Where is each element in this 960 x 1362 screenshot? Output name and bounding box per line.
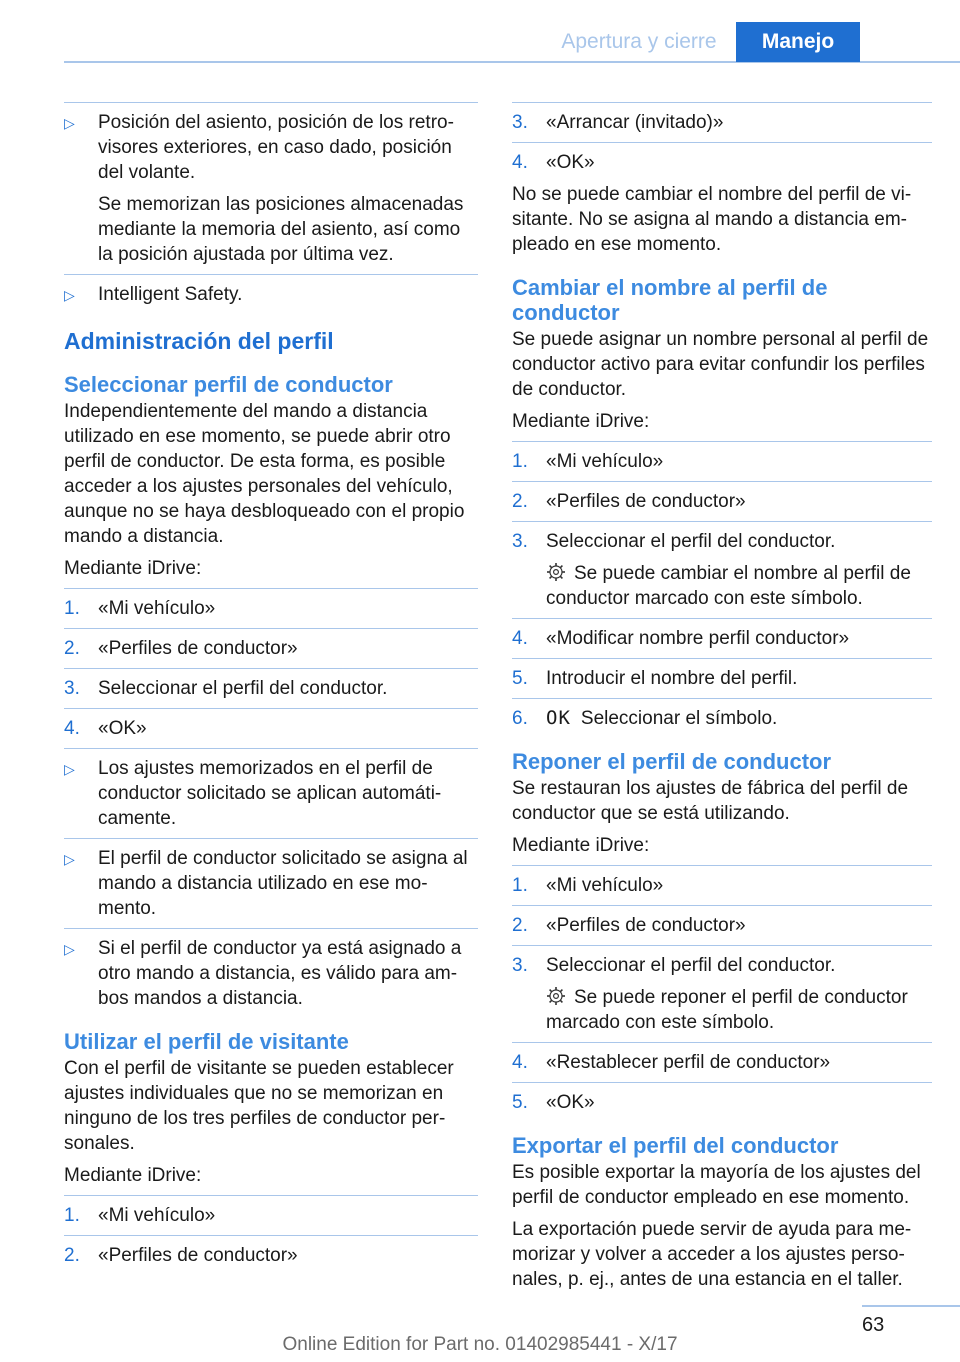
- list-divider: [64, 628, 478, 629]
- list-divider: [64, 1235, 478, 1236]
- left-column: [64, 102, 478, 1275]
- list-divider: [64, 748, 478, 749]
- ok-symbol-icon: OK: [546, 707, 571, 729]
- paragraph-guest: Con el perfil de visitante se pueden establecer ajustes individuales que no se memorizan en ninguno de los tres perfiles de conductor personales.: [64, 1058, 454, 1154]
- triangle-right-icon: ▷: [64, 761, 75, 777]
- gear-icon: [546, 986, 566, 1006]
- list-divider: [512, 905, 932, 906]
- step-item: 2. «Perfiles de conductor»: [64, 1245, 298, 1266]
- bullet-item: ▷ Si el perfil de conductor ya está asignado a otro mando a distancia, es válido para ambos mandos a distancia.: [64, 938, 462, 1009]
- list-divider: [512, 102, 932, 103]
- step-subtext: Se puede reponer el perfil de conductor marcado con este símbolo.: [546, 987, 908, 1033]
- subheading-guest-profile: Utilizar el perfil de visitante: [64, 1029, 349, 1054]
- list-divider: [512, 865, 932, 866]
- page-number: 63: [862, 1314, 885, 1336]
- step-item: 3. Seleccionar el perfil del conductor.: [512, 955, 836, 976]
- paragraph-rename: Se puede asignar un nombre personal al perfil de conductor activo para evitar confundir los perfiles de conductor.: [512, 329, 929, 400]
- step-item: 5. Introducir el nombre del perfil.: [512, 668, 798, 689]
- step-item: 5. «OK»: [512, 1092, 595, 1113]
- list-divider: [512, 481, 932, 482]
- page-number-rule: [862, 1305, 960, 1307]
- idrive-label: Mediante iDrive:: [64, 558, 202, 579]
- list-divider: [64, 274, 478, 275]
- list-divider: [512, 142, 932, 143]
- subheading-export-profile: Exportar el perfil del conductor: [512, 1133, 839, 1158]
- list-divider: [64, 1195, 478, 1196]
- section-heading-admin: Administración del perfil: [64, 328, 334, 354]
- subheading-select-profile: Seleccionar perfil de conductor: [64, 372, 393, 397]
- list-divider: [64, 668, 478, 669]
- paragraph-export-1: Es posible exportar la mayoría de los ajustes del perfil de conductor empleado en ese momento.: [512, 1162, 921, 1208]
- bullet-subtext: Se memorizan las posiciones almacenadas mediante la memoria del asiento, así como la posición ajustada por última vez.: [98, 194, 464, 265]
- step-item: 1. «Mi vehículo»: [64, 1205, 216, 1226]
- triangle-right-icon: ▷: [64, 941, 75, 957]
- step-item: 2. «Perfiles de conductor»: [512, 915, 746, 936]
- footer-edition: Online Edition for Part no. 01402985441 - X/17: [282, 1334, 678, 1355]
- right-column: [512, 102, 932, 1299]
- gear-icon: [546, 562, 566, 582]
- paragraph-guest-note: No se puede cambiar el nombre del perfil de visitante. No se asigna al mando a distancia empleado en ese momento.: [512, 184, 912, 255]
- step-item: 3. Seleccionar el perfil del conductor.: [512, 531, 836, 552]
- paragraph-export-2: La exportación puede servir de ayuda para memorizar y volver a acceder a los ajustes personales, p. ej., antes de una estancia en el taller.: [512, 1219, 912, 1290]
- list-divider: [64, 838, 478, 839]
- bullet-item: ▷ El perfil de conductor solicitado se asigna al mando a distancia utilizado en ese momento.: [64, 848, 468, 919]
- idrive-label: Mediante iDrive:: [64, 1165, 202, 1186]
- list-divider: [512, 618, 932, 619]
- bullet-item: ▷ Intelligent Safety.: [64, 282, 478, 308]
- list-divider: [512, 698, 932, 699]
- step-item: 1. «Mi vehículo»: [64, 598, 216, 619]
- step-item: 4. «OK»: [64, 718, 147, 739]
- idrive-label: Mediante iDrive:: [512, 411, 650, 432]
- list-divider: [512, 1082, 932, 1083]
- step-item: 2. «Perfiles de conductor»: [512, 491, 746, 512]
- idrive-label: Mediante iDrive:: [512, 835, 650, 856]
- triangle-right-icon: ▷: [64, 287, 75, 303]
- list-divider: [512, 658, 932, 659]
- step-item: 4. «Modificar nombre perfil conductor»: [512, 628, 850, 649]
- triangle-right-icon: ▷: [64, 115, 75, 131]
- step-item: 4. «OK»: [512, 152, 595, 173]
- list-divider: [512, 521, 932, 522]
- step-item: 1. «Mi vehículo»: [512, 875, 664, 896]
- paragraph-reset: Se restauran los ajustes de fábrica del perfil de conductor que se está utilizando.: [512, 778, 909, 824]
- header-tab-section[interactable]: Apertura y cierre: [561, 30, 717, 53]
- step-item: 1. «Mi vehículo»: [512, 451, 664, 472]
- subheading-rename-profile: Cambiar el nombre al perfil de conductor: [512, 275, 828, 325]
- list-divider: [512, 441, 932, 442]
- bullet-item: ▷ Los ajustes memorizados en el perfil de conductor solicitado se aplican automáticamente.: [64, 758, 442, 829]
- header-tab-active[interactable]: Manejo: [736, 22, 860, 62]
- step-item: 3. Seleccionar el perfil del conductor.: [64, 678, 388, 699]
- list-divider: [64, 928, 478, 929]
- paragraph-select: Independientemente del mando a distancia utilizado en ese momento, se puede abrir otro perfil de conductor. De esta forma, es posible acceder a los ajustes personales del vehículo, aunque no se haya desbloqueado con el propio mando a distancia.: [64, 401, 465, 547]
- step-item: 4. «Restablecer perfil de conductor»: [512, 1052, 831, 1073]
- triangle-right-icon: ▷: [64, 851, 75, 867]
- step-item: 6. OK Seleccionar el símbolo.: [512, 707, 778, 729]
- list-divider: [512, 945, 932, 946]
- bullet-item: ▷ Posición del asiento, posición de los retrovisores exteriores, en caso dado, posición del volante.: [64, 112, 454, 183]
- step-item: 3. «Arrancar (invitado)»: [512, 112, 724, 133]
- list-divider: [64, 708, 478, 709]
- step-subtext: Se puede cambiar el nombre al perfil de conductor marcado con este símbolo.: [546, 563, 911, 609]
- list-divider: [64, 102, 478, 103]
- subheading-reset-profile: Reponer el perfil de conductor: [512, 749, 832, 774]
- list-divider: [64, 588, 478, 589]
- step-item: 2. «Perfiles de conductor»: [64, 638, 298, 659]
- list-divider: [512, 1042, 932, 1043]
